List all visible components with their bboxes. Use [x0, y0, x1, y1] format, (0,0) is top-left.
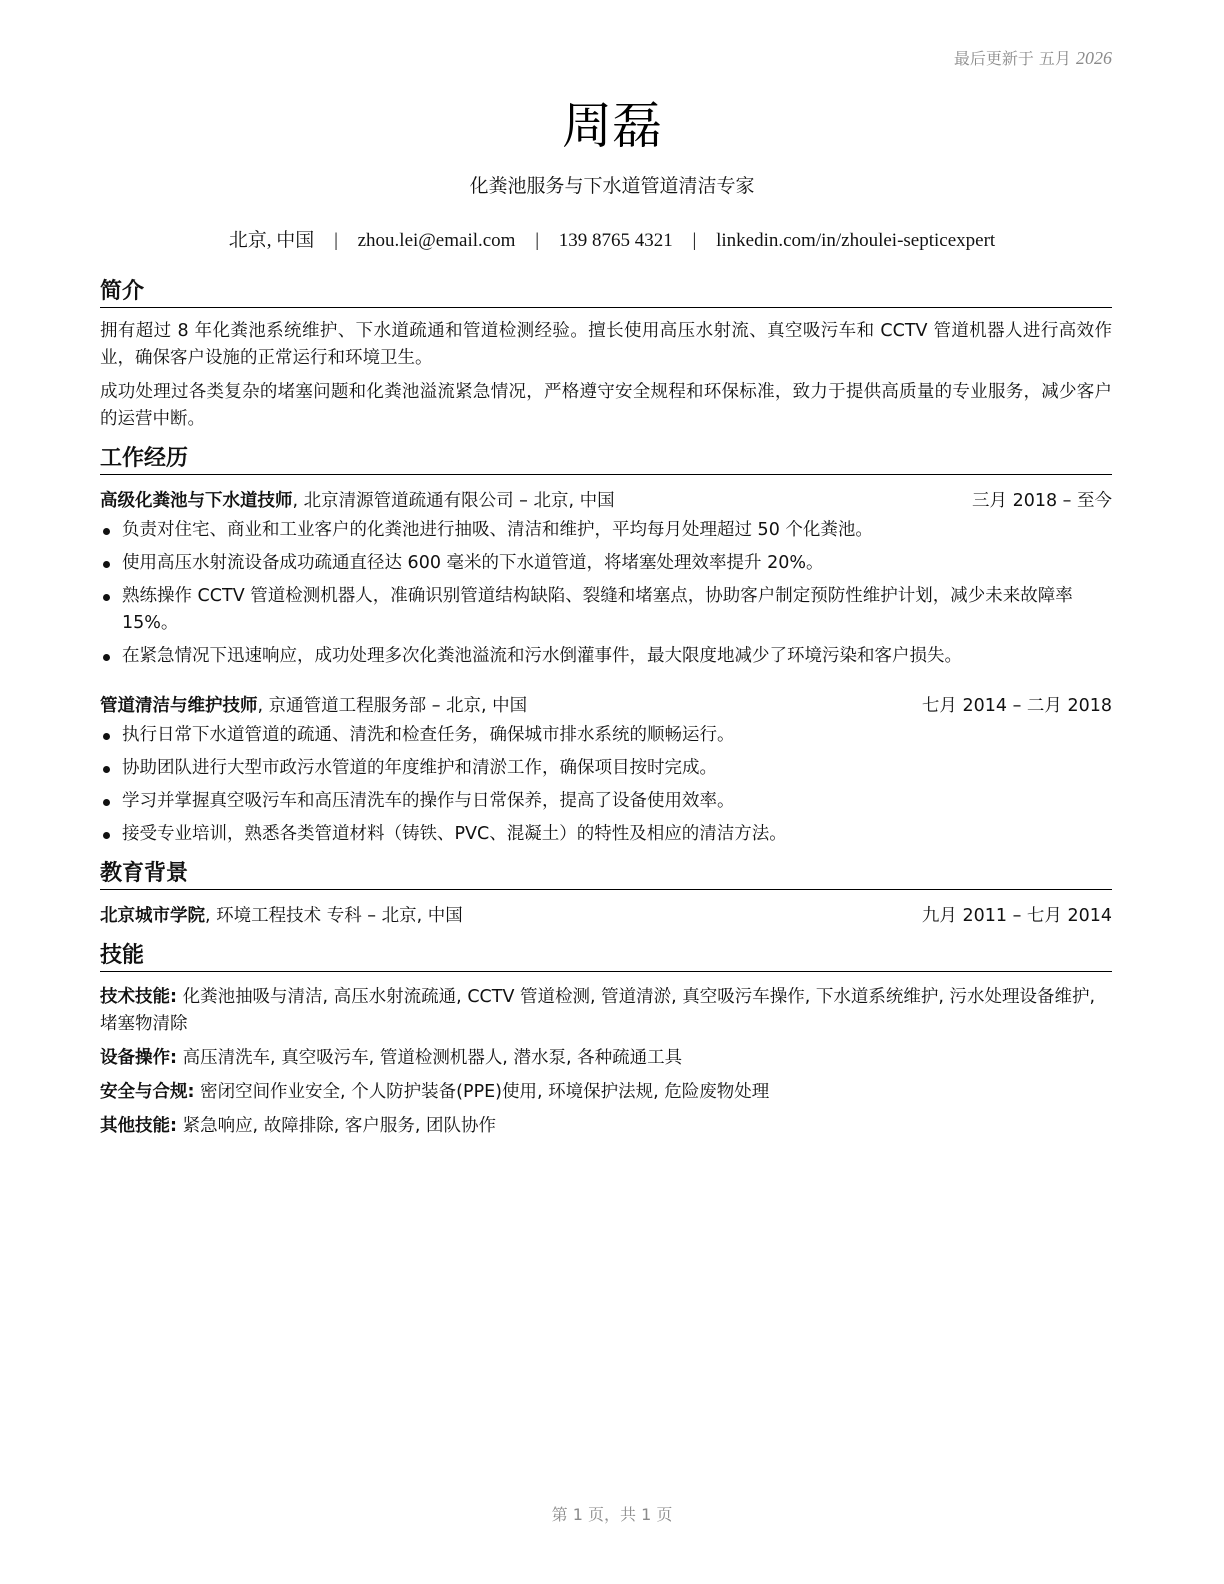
list-item — [100, 550, 1112, 577]
bullet-text: 负责对住宅、商业和工业客户的化粪池进行抽吸、清洁和维护，平均每月处理超过 50 个化粪池。 — [122, 520, 873, 540]
list-item — [100, 583, 1112, 637]
resume-name: 周磊 — [562, 97, 662, 155]
contact-separator: | — [535, 230, 540, 251]
job-bullets — [100, 722, 1112, 848]
summary-paragraph: 成功处理过各类复杂的堵塞问题和化粪池溢流紧急情况，严格遵守安全规程和环保标准，致力于提供高质量的专业服务，减少客户的运营中断。 — [100, 382, 1112, 429]
contact-line — [0, 225, 1224, 252]
bullet-icon — [103, 766, 110, 773]
list-item — [100, 788, 1112, 815]
skill-label: 安全与合规: — [100, 1082, 195, 1102]
skill-value: 高压清洗车, 真空吸污车, 管道检测机器人, 潜水泵, 各种疏通工具 — [177, 1048, 683, 1068]
bullet-icon — [103, 654, 110, 661]
skill-value: 紧急响应, 故障排除, 客户服务, 团队协作 — [177, 1116, 496, 1136]
contact-linkedin[interactable]: linkedin.com/in/zhoulei-septicexpert — [716, 230, 996, 251]
list-item — [100, 517, 1112, 544]
bullet-icon — [103, 561, 110, 568]
skill-line — [100, 1079, 1112, 1106]
education-detail: , 环境工程技术 专科 – 北京, 中国 — [205, 906, 463, 926]
education-school: 北京城市学院 — [100, 906, 205, 926]
bullet-text: 执行日常下水道管道的疏通、清洗和检查任务，确保城市排水系统的顺畅运行。 — [122, 725, 735, 745]
bullet-icon — [103, 528, 110, 535]
bullet-text: 在紧急情况下迅速响应，成功处理多次化粪池溢流和污水倒灌事件，最大限度地减少了环境污染和客户损失。 — [122, 646, 962, 666]
last-updated-label: 最后更新于 五月 — [953, 49, 1071, 68]
job-dates: 三月 2018 – 至今 — [972, 491, 1112, 511]
contact-separator: | — [692, 230, 697, 251]
list-item — [100, 643, 1112, 670]
education-dates: 九月 2011 – 七月 2014 — [921, 906, 1112, 926]
skill-label: 设备操作: — [100, 1048, 177, 1068]
resume-headline: 化粪池服务与下水道管道清洁专家 — [469, 175, 755, 197]
bullet-text: 熟练操作 CCTV 管道检测机器人，准确识别管道结构缺陷、裂缝和堵塞点，协助客户制定预防性维护计划，减少未来故障率 15%。 — [122, 586, 1073, 633]
contact-phone: 139 8765 4321 — [558, 230, 673, 251]
job-role: 管道清洁与维护技师 — [100, 696, 258, 716]
skill-line — [100, 1045, 1112, 1072]
last-updated-year: 2026 — [1076, 48, 1112, 68]
bullet-icon — [103, 799, 110, 806]
contact-email[interactable]: zhou.lei@email.com — [357, 230, 516, 251]
summary-paragraph: 拥有超过 8 年化粪池系统维护、下水道疏通和管道检测经验。擅长使用高压水射流、真空吸污车和 CCTV 管道机器人进行高效作业，确保客户设施的正常运行和环境卫生。 — [100, 321, 1112, 368]
job-bullets — [100, 517, 1112, 670]
skill-line — [100, 1113, 1112, 1140]
section-title-education: 教育背景 — [100, 860, 1112, 890]
bullet-icon — [103, 594, 110, 601]
bullet-text: 协助团队进行大型市政污水管道的年度维护和清淤工作，确保项目按时完成。 — [122, 758, 717, 778]
list-item — [100, 821, 1112, 848]
list-item — [100, 722, 1112, 749]
bullet-icon — [103, 832, 110, 839]
skill-line — [100, 984, 1112, 1038]
list-item — [100, 755, 1112, 782]
job-header — [100, 692, 1112, 720]
section-title-skills: 技能 — [100, 942, 1112, 972]
job-header — [100, 487, 1112, 515]
job-dates: 七月 2014 – 二月 2018 — [921, 696, 1112, 716]
job-role: 高级化粪池与下水道技师 — [100, 491, 293, 511]
page-footer: 第 1 页，共 1 页 — [551, 1505, 673, 1524]
bullet-icon — [103, 733, 110, 740]
skill-label: 技术技能: — [100, 987, 177, 1007]
education-header — [100, 902, 1112, 930]
bullet-text: 学习并掌握真空吸污车和高压清洗车的操作与日常保养，提高了设备使用效率。 — [122, 791, 735, 811]
resume-content — [100, 278, 1112, 1140]
bullet-text: 使用高压水射流设备成功疏通直径达 600 毫米的下水道管道，将堵塞处理效率提升 20%。 — [122, 553, 824, 573]
contact-location: 北京, 中国 — [228, 230, 315, 251]
contact-separator: | — [334, 230, 338, 251]
skill-label: 其他技能: — [100, 1116, 177, 1136]
job-org: , 京通管道工程服务部 – 北京, 中国 — [257, 696, 528, 716]
skill-value: 密闭空间作业安全, 个人防护装备(PPE)使用, 环境保护法规, 危险废物处理 — [194, 1082, 770, 1102]
job-org: , 北京清源管道疏通有限公司 – 北京, 中国 — [292, 491, 615, 511]
skill-value: 化粪池抽吸与清洁, 高压水射流疏通, CCTV 管道检测, 管道清淤, 真空吸污车操作, 下水道系统维护, 污水处理设备维护, 堵塞物清除 — [100, 987, 1096, 1034]
section-title-experience: 工作经历 — [100, 445, 1112, 475]
bullet-text: 接受专业培训，熟悉各类管道材料（铸铁、PVC、混凝土）的特性及相应的清洁方法。 — [122, 824, 787, 844]
section-title-summary: 简介 — [100, 278, 1112, 308]
last-updated — [954, 46, 1112, 69]
